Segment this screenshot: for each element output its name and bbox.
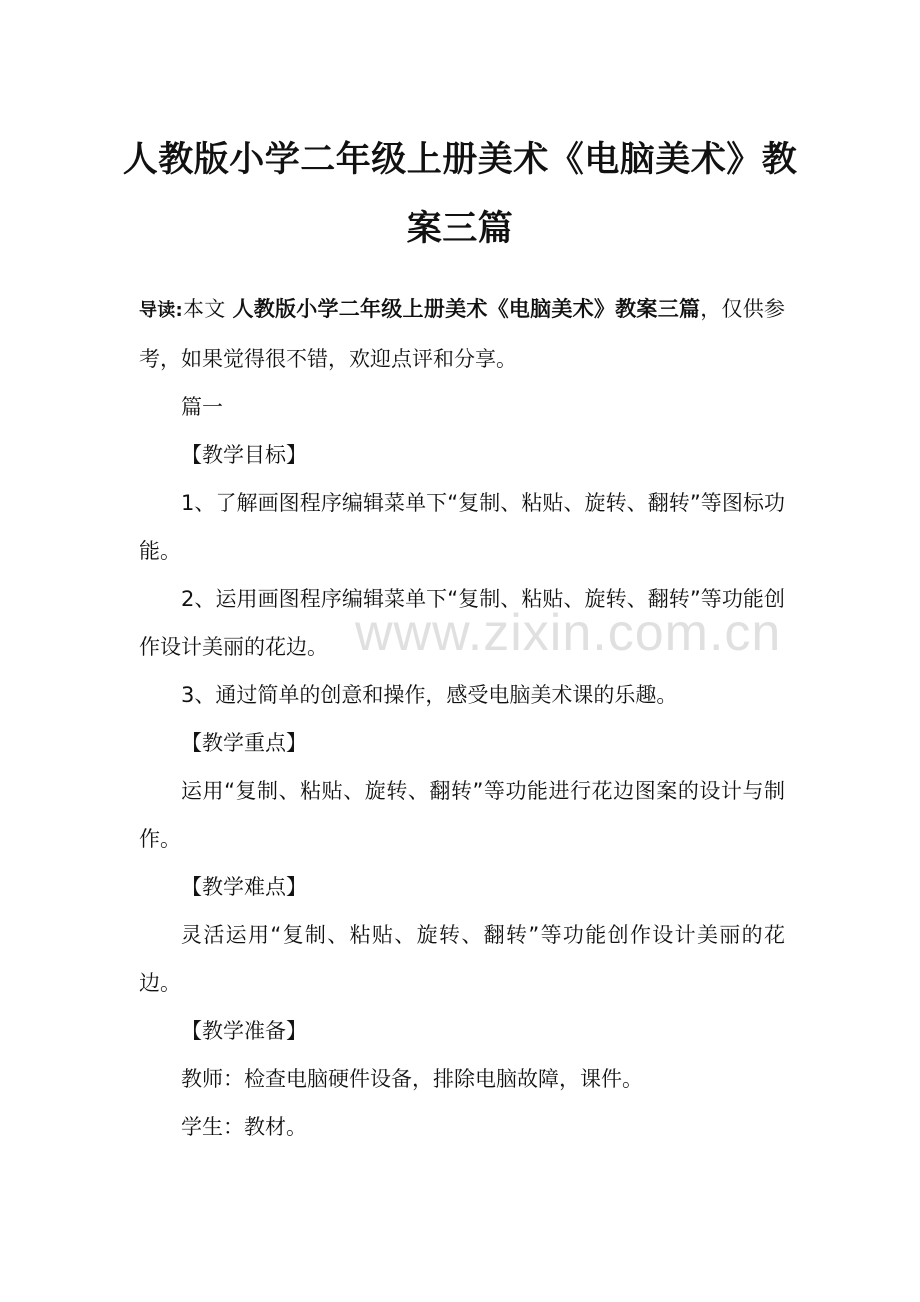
- intro-suffix: ，仅供参考，如果觉得很不错，欢迎点评和分享。: [139, 297, 786, 371]
- section-heading-part-one: 篇一: [181, 395, 223, 419]
- heading-teaching-focus: 【教学重点】: [181, 731, 307, 755]
- goal-item-1: 1、了解画图程序编辑菜单下“复制、粘贴、旋转、翻转”等图标功能。: [139, 491, 785, 563]
- preparation-student: 学生：教材。: [181, 1115, 307, 1139]
- watermark: www.zixin.com.cn: [355, 604, 782, 662]
- heading-teaching-difficulty: 【教学难点】: [181, 875, 307, 899]
- document-body: [139, 285, 785, 1151]
- intro-doc-title: 人教版小学二年级上册美术《电脑美术》教案三篇: [232, 297, 701, 321]
- goal-item-2: 2、运用画图程序编辑菜单下“复制、粘贴、旋转、翻转”等功能创作设计美丽的花边。: [139, 587, 785, 659]
- difficulty-text: 灵活运用“复制、粘贴、旋转、翻转”等功能创作设计美丽的花边。: [139, 923, 785, 995]
- intro-prefix: 本文: [182, 297, 233, 321]
- intro-paragraph: [139, 285, 785, 383]
- goal-item-3: 3、通过简单的创意和操作，感受电脑美术课的乐趣。: [181, 683, 678, 707]
- intro-label: 导读:: [139, 300, 183, 321]
- heading-teaching-preparation: 【教学准备】: [181, 1019, 307, 1043]
- preparation-teacher: 教师：检查电脑硬件设备，排除电脑故障，课件。: [181, 1067, 643, 1091]
- heading-teaching-goals: 【教学目标】: [181, 443, 307, 467]
- document-title: 人教版小学二年级上册美术《电脑美术》教案三篇: [122, 140, 798, 249]
- focus-text: 运用“复制、粘贴、旋转、翻转”等功能进行花边图案的设计与制作。: [139, 779, 785, 851]
